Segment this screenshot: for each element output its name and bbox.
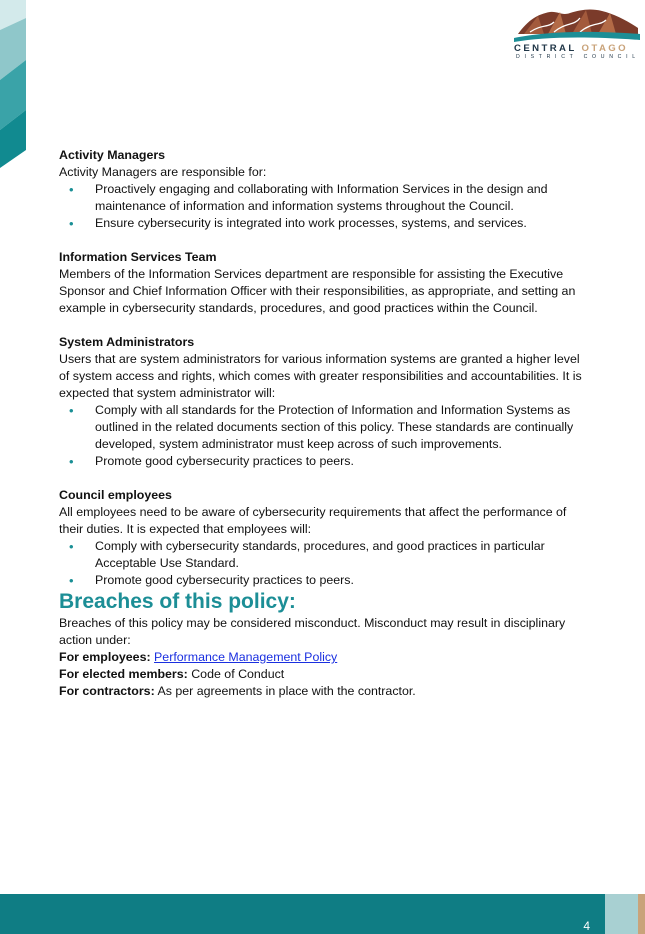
system-administrators-body: Users that are system administrators for various information systems are granted a higher level of system access and rights, which comes with greater responsibilities and accountabilities. It is expected that system administrator will:: [59, 352, 582, 400]
information-services-body: Members of the Information Services department are responsible for assisting the Executive Sponsor and Chief Information Officer with their responsibilities, as appropriate, and setting an example in cybersecurity standards, procedures, and good practices within the Council.: [59, 267, 576, 315]
council-logo: [514, 4, 640, 60]
breach-line-contractors: [59, 683, 589, 700]
list-item: • Promote good cybersecurity practices to peers.: [59, 572, 589, 589]
list-item: • Comply with cybersecurity standards, procedures, and good practices in particular Acceptable Use Standard.: [59, 538, 589, 572]
footer-accent-edge: [638, 894, 645, 934]
logo-subtitle: DISTRICT COUNCIL: [516, 54, 640, 60]
page-number: 4: [583, 919, 590, 933]
footer-accent-light: [605, 894, 638, 934]
system-administrators-list: [59, 402, 589, 470]
breach-line-elected-members: [59, 666, 589, 683]
breach-label: For elected members:: [59, 667, 188, 681]
heading-council-employees: Council employees: [59, 488, 172, 502]
list-item: • Comply with all standards for the Protection of Information and Information Systems as outlined in the related documents section of this policy. These standards are continually developed, system administrator must keep across of such improvements.: [59, 402, 589, 453]
heading-activity-managers: Activity Managers: [59, 148, 166, 162]
breach-label: For employees:: [59, 650, 151, 664]
footer-band: [0, 894, 605, 934]
breach-label: For contractors:: [59, 684, 155, 698]
heading-system-administrators: System Administrators: [59, 335, 195, 349]
breach-line-employees: [59, 649, 589, 666]
heading-breaches: Breaches of this policy:: [59, 590, 296, 613]
breach-value: As per agreements in place with the contractor.: [157, 684, 416, 698]
activity-managers-intro: Activity Managers are responsible for:: [59, 165, 267, 179]
document-body: [59, 147, 589, 700]
breaches-body: Breaches of this policy may be considered misconduct. Misconduct may result in disciplinary action under:: [59, 616, 566, 647]
left-edge-decoration: [0, 0, 26, 180]
list-item: • Proactively engaging and collaborating with Information Services in the design and maintenance of information and information systems throughout the Council.: [59, 181, 589, 215]
list-item: • Promote good cybersecurity practices to peers.: [59, 453, 589, 470]
performance-management-policy-link[interactable]: Performance Management Policy: [154, 650, 338, 664]
heading-information-services: Information Services Team: [59, 250, 217, 264]
list-item: • Ensure cybersecurity is integrated into work processes, systems, and services.: [59, 215, 589, 232]
breach-value: Code of Conduct: [191, 667, 285, 681]
mountains-logo-mark: [514, 4, 640, 42]
logo-name: CENTRAL OTAGO: [514, 43, 629, 54]
activity-managers-list: [59, 181, 589, 232]
council-employees-body: All employees need to be aware of cybersecurity requirements that affect the performance of their duties. It is expected that employees will:: [59, 505, 567, 536]
council-employees-list: [59, 538, 589, 589]
